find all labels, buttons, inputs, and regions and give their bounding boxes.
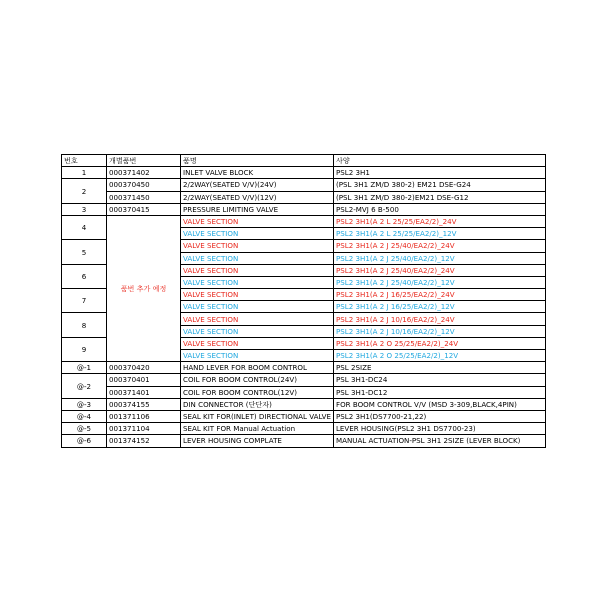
part-name: VALVE SECTION: [181, 228, 334, 240]
item-number: 000371402: [107, 167, 181, 179]
part-spec: PSL2 3H1(A 2 J 25/40/EA2/2)_12V: [333, 276, 545, 288]
part-spec: PSL2 3H1(A 2 J 25/40/EA2/2)_24V: [333, 240, 545, 252]
part-name: 2/2WAY(SEATED V/V)(12V): [181, 191, 334, 203]
row-number: 3: [62, 203, 107, 215]
part-spec: PSL2 3H1(A 2 J 25/40/EA2/2)_24V: [333, 264, 545, 276]
header-part-name: 품명: [181, 155, 334, 167]
part-name: VALVE SECTION: [181, 276, 334, 288]
part-spec: (PSL 3H1 ZM/D 380-2)EM21 DSE-G12: [333, 191, 545, 203]
table-row: [62, 410, 546, 422]
part-spec: FOR BOOM CONTROL V/V (MSD 3-309,BLACK,4PIN): [333, 398, 545, 410]
part-number-pending-note: 품번 추가 예정: [107, 215, 181, 361]
part-name: SEAL KIT FOR Manual Actuation: [181, 423, 334, 435]
table-row: [62, 386, 546, 398]
row-number: @-6: [62, 435, 107, 447]
part-spec: PSL2 3H1(A 2 J 10/16/EA2/2)_12V: [333, 325, 545, 337]
item-number: 000370401: [107, 374, 181, 386]
part-name: PRESSURE LIMITING VALVE: [181, 203, 334, 215]
part-spec: PSL2 3H1(A 2 J 16/25/EA2/2)_12V: [333, 301, 545, 313]
table-row: [62, 215, 546, 227]
table-row: [62, 423, 546, 435]
part-name: VALVE SECTION: [181, 313, 334, 325]
table-row: [62, 191, 546, 203]
part-name: COIL FOR BOOM CONTROL(12V): [181, 386, 334, 398]
item-number: 000370450: [107, 179, 181, 191]
part-name: VALVE SECTION: [181, 350, 334, 362]
part-name: DIN CONNECTOR (단단자): [181, 398, 334, 410]
row-number: @-5: [62, 423, 107, 435]
item-number: 000371401: [107, 386, 181, 398]
part-name: VALVE SECTION: [181, 301, 334, 313]
row-number: 1: [62, 167, 107, 179]
part-spec: PSL 2SIZE: [333, 362, 545, 374]
item-number: 001374152: [107, 435, 181, 447]
part-name: COIL FOR BOOM CONTROL(24V): [181, 374, 334, 386]
part-spec: PSL2 3H1(A 2 L 25/25/EA2/2)_12V: [333, 228, 545, 240]
row-number: 9: [62, 337, 107, 361]
part-spec: PSL2 3H1(DS7700-21,22): [333, 410, 545, 422]
part-spec: PSL 3H1-DC12: [333, 386, 545, 398]
part-spec: PSL2 3H1(A 2 O 25/25/EA2/2)_24V: [333, 337, 545, 349]
part-name: SEAL KIT FOR(INLET) DIRECTIONAL VALVE: [181, 410, 334, 422]
table-row: [62, 435, 546, 447]
part-spec: PSL2 3H1(A 2 J 16/25/EA2/2)_24V: [333, 289, 545, 301]
part-spec: (PSL 3H1 ZM/D 380-2) EM21 DSE-G24: [333, 179, 545, 191]
table-row: [62, 398, 546, 410]
part-spec: PSL2 3H1(A 2 L 25/25/EA2/2)_24V: [333, 215, 545, 227]
header-spec: 사양: [333, 155, 545, 167]
table-row: [62, 362, 546, 374]
row-number: @-2: [62, 374, 107, 398]
part-spec: PSL2 3H1: [333, 167, 545, 179]
part-name: VALVE SECTION: [181, 240, 334, 252]
item-number: 001371106: [107, 410, 181, 422]
header-item-number: 개별품번: [107, 155, 181, 167]
table-row: [62, 203, 546, 215]
table-row: [62, 179, 546, 191]
part-name: INLET VALVE BLOCK: [181, 167, 334, 179]
header-row: [62, 155, 546, 167]
part-name: VALVE SECTION: [181, 215, 334, 227]
part-name: HAND LEVER FOR BOOM CONTROL: [181, 362, 334, 374]
part-name: VALVE SECTION: [181, 325, 334, 337]
part-spec: PSL2-MVJ 6 B-500: [333, 203, 545, 215]
row-number: 8: [62, 313, 107, 337]
part-spec: PSL2 3H1(A 2 J 25/40/EA2/2)_12V: [333, 252, 545, 264]
item-number: 001371104: [107, 423, 181, 435]
part-spec: PSL2 3H1(A 2 J 10/16/EA2/2)_24V: [333, 313, 545, 325]
part-spec: MANUAL ACTUATION-PSL 3H1 2SIZE (LEVER BLOCK): [333, 435, 545, 447]
row-number: 6: [62, 264, 107, 288]
item-number: 000370420: [107, 362, 181, 374]
part-spec: PSL 3H1-DC24: [333, 374, 545, 386]
header-no: 번호: [62, 155, 107, 167]
item-number: 000371450: [107, 191, 181, 203]
row-number: @-4: [62, 410, 107, 422]
table-row: [62, 374, 546, 386]
item-number: 000374155: [107, 398, 181, 410]
item-number: 000370415: [107, 203, 181, 215]
part-name: VALVE SECTION: [181, 289, 334, 301]
row-number: 2: [62, 179, 107, 203]
part-name: 2/2WAY(SEATED V/V)(24V): [181, 179, 334, 191]
part-spec: LEVER HOUSING(PSL2 3H1 DS7700-23): [333, 423, 545, 435]
row-number: 4: [62, 215, 107, 239]
part-name: VALVE SECTION: [181, 264, 334, 276]
row-number: 5: [62, 240, 107, 264]
table-row: [62, 167, 546, 179]
row-number: @-3: [62, 398, 107, 410]
row-number: 7: [62, 289, 107, 313]
parts-table: [61, 154, 546, 448]
part-name: VALVE SECTION: [181, 252, 334, 264]
row-number: @-1: [62, 362, 107, 374]
part-name: VALVE SECTION: [181, 337, 334, 349]
part-name: LEVER HOUSING COMPLATE: [181, 435, 334, 447]
part-spec: PSL2 3H1(A 2 O 25/25/EA2/2)_12V: [333, 350, 545, 362]
